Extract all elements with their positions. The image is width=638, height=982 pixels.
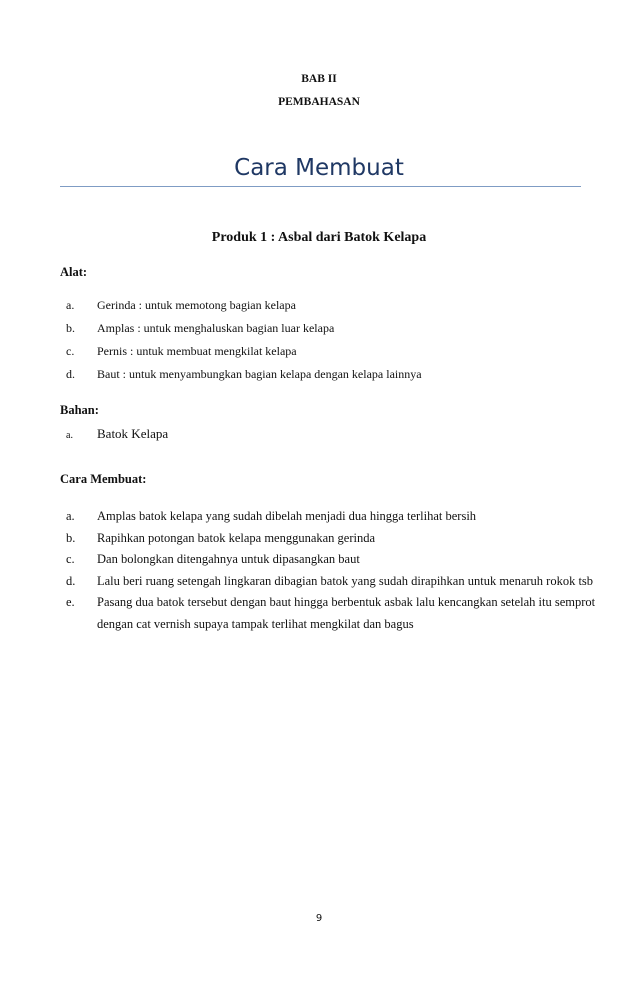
title-underline: [60, 186, 581, 187]
list-marker: d.: [66, 367, 75, 381]
list-item: [66, 366, 422, 389]
list-item-text: Pasang dua batok tersebut dengan baut hingga berbentuk asbak lalu kencangkan setelah itu semprot dengan cat vernish supaya tampak terlihat mengkilat dan bagus: [97, 595, 596, 631]
alat-list: [66, 297, 422, 389]
list-marker: d.: [66, 573, 76, 588]
list-item: [66, 343, 422, 366]
list-marker: a.: [66, 298, 75, 312]
chapter-label: BAB II: [301, 73, 337, 85]
product-title: Produk 1 : Asbal dari Batok Kelapa: [211, 230, 427, 245]
list-marker: e.: [66, 595, 75, 609]
list-item-text: Lalu beri ruang setengah lingkaran dibagian batok yang sudah dirapihkan untuk menaruh rokok tsb: [97, 573, 594, 588]
list-item: [66, 320, 422, 343]
page-number: 9: [315, 913, 323, 924]
cara-membuat-heading: Cara Membuat:: [60, 472, 147, 486]
list-item-text: Rapihkan potongan batok kelapa menggunakan gerinda: [97, 530, 376, 545]
list-item: [66, 528, 596, 550]
list-item-text: Dan bolongkan ditengahnya untuk dipasangkan baut: [97, 552, 360, 566]
list-item-text: Amplas batok kelapa yang sudah dibelah menjadi dua hingga terlihat bersih: [97, 509, 477, 523]
alat-heading: Alat:: [60, 265, 88, 279]
list-marker: b.: [66, 321, 75, 335]
bahan-list: [66, 426, 168, 442]
cara-membuat-list: [66, 506, 596, 635]
list-marker: a.: [66, 430, 73, 441]
bahan-heading: Bahan:: [60, 403, 99, 417]
list-item: [66, 592, 596, 635]
list-item: [66, 426, 168, 442]
list-marker: c.: [66, 344, 75, 358]
list-item-text: Baut : untuk menyambungkan bagian kelapa dengan kelapa lainnya: [97, 367, 422, 381]
list-item-text: Batok Kelapa: [97, 426, 169, 441]
list-marker: b.: [66, 530, 76, 545]
list-item: [66, 549, 596, 571]
list-item-text: Amplas : untuk menghaluskan bagian luar kelapa: [97, 321, 335, 335]
list-item: [66, 297, 422, 320]
list-item: [66, 506, 596, 528]
page-title: Cara Membuat: [234, 155, 404, 181]
list-item-text: Pernis : untuk membuat mengkilat kelapa: [97, 344, 297, 358]
list-marker: c.: [66, 552, 75, 566]
chapter-subtitle: PEMBAHASAN: [278, 96, 360, 108]
list-marker: a.: [66, 509, 75, 523]
list-item: [66, 571, 596, 593]
list-item-text: Gerinda : untuk memotong bagian kelapa: [97, 298, 296, 312]
